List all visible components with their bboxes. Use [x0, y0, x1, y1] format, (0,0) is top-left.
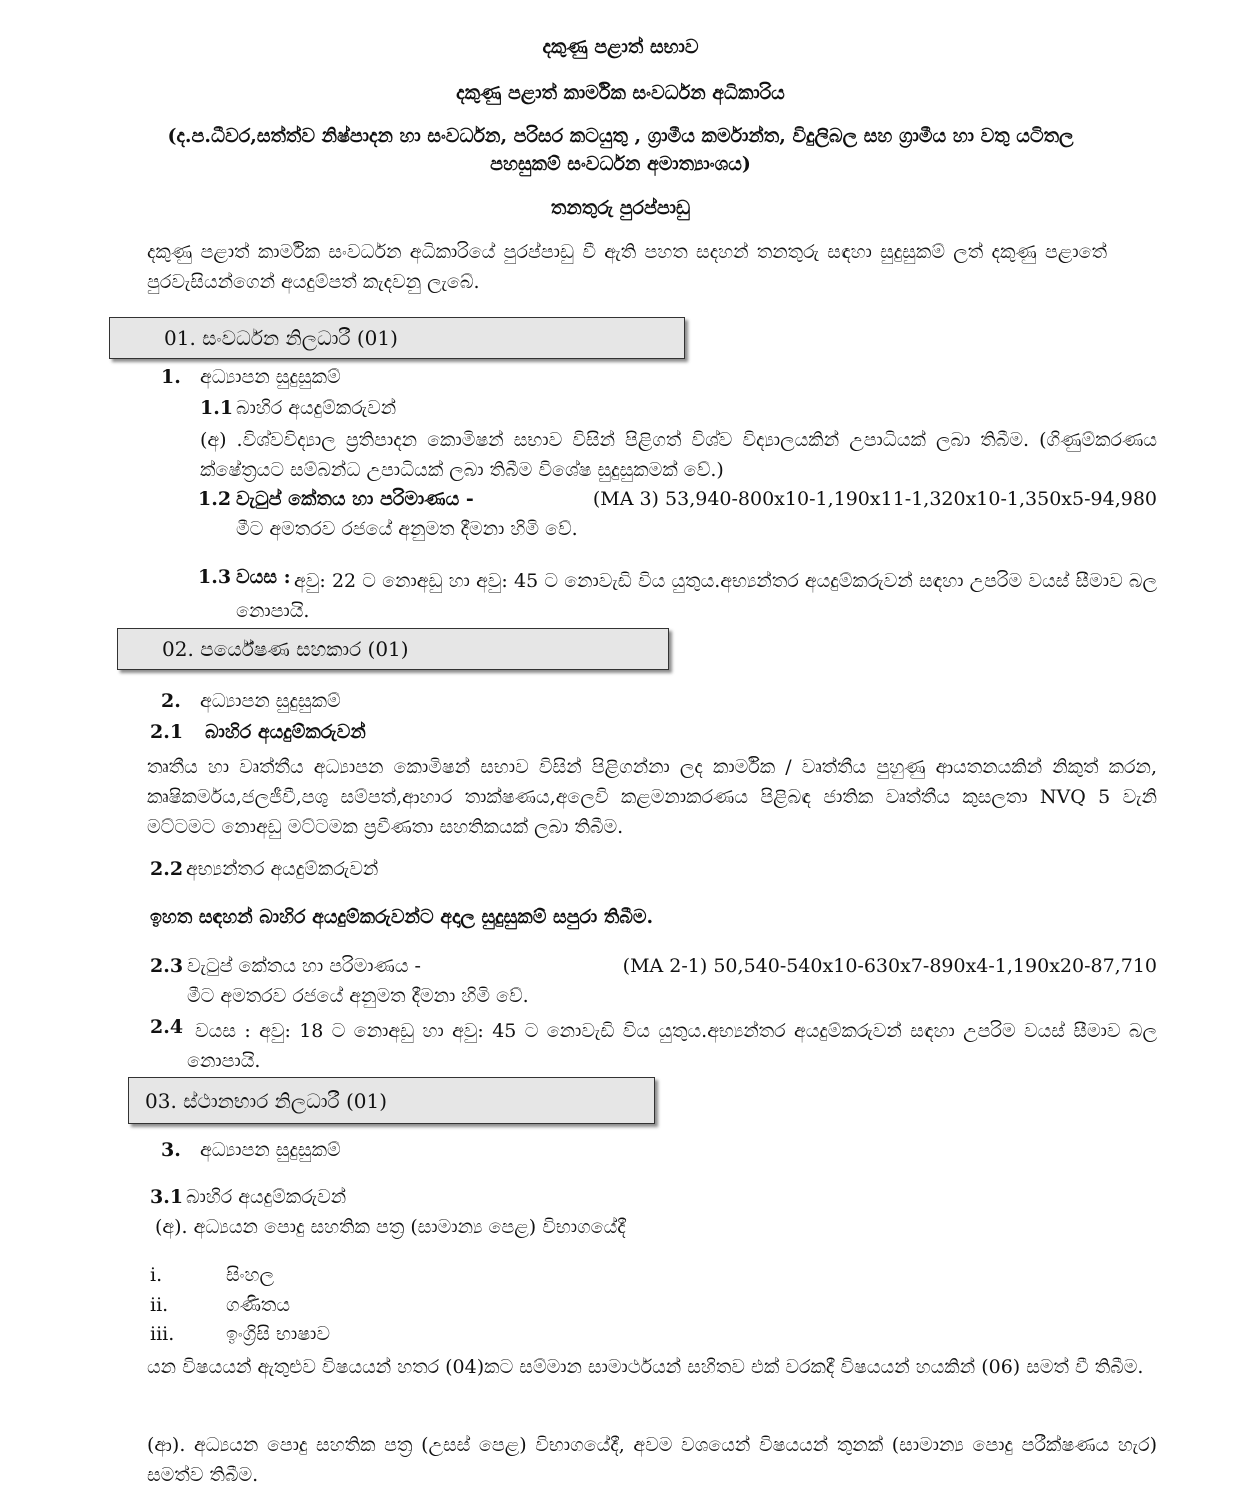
s1-2-label: වැටුප් කේතය හා පරිමාණය -: [236, 488, 474, 510]
s3-1-a-line: (අ). අධ්‍යයන පොදු සහතික පත්‍ර (සාමාන්‍ය පෙළ) විභාගයේදී: [155, 1216, 626, 1238]
s2-3-label: වැටුප් කේතය හා පරිමාණය -: [187, 955, 421, 977]
page-title: තනතුරු පුරප්පාඩු: [550, 197, 691, 219]
ministry-line-1: (ද.ප.ධීවර,සත්ත්ව නිෂ්පාදන හා සංවර්ධන, පරිසර කටයුතු , ග්‍රාමීය කර්මාන්ත, විදුලිබල සහ ග්‍රාමීය හා වතු යටිතල: [167, 125, 1074, 147]
s2-2-body: ඉහත සඳහන් බාහිර අයදුම්කරුවන්ට අදාල සුදුසුකම් සපුරා තිබීම.: [150, 906, 654, 928]
s2-4-text: වයස : අවු: 18 ට නොඅඩු හා අවු: 45 ට නොවැඩි විය යුතුය.අභ්‍යන්තර අයදුම්කරුවන් සඳහා උපරිම වයස් සීමාව බල නොපායි.: [187, 1020, 1157, 1072]
s2-heading-number: 2.: [161, 690, 181, 712]
subject-name: ගණිතය: [226, 1294, 291, 1316]
s1-2-number: 1.2: [198, 488, 232, 510]
subject-number: iii.: [150, 1323, 175, 1345]
ministry-line-2: පහසුකම් සංවර්ධන අමාත්‍යාංශය): [490, 153, 751, 175]
s1-2-salary-scale: (MA 3) 53,940-800x10-1,190x11-1,320x10-1,350x5-94,980: [592, 488, 1157, 510]
s3-1-aa-paragraph: (ආ). අධ්‍යයන පොදු සහතික පත්‍ර (උසස් පෙළ) විභාගයේදී, අවම වශයෙන් විෂයයන් තුනක් (සාමාන්‍ය පොදු පරීක්ෂණය හැර) සමත්ව තිබීම.: [147, 1434, 1157, 1486]
s2-2-number: 2.2: [150, 858, 184, 880]
s1-1-a-paragraph: (අ) .විශ්වවිද්‍යාල ප්‍රතිපාදන කොමිෂන් සභාව විසින් පිළිගත් විශ්ව විද්‍යාලයකින් උපාධියක් ලබා තිබීම. (ගිණුම්කරණය ක්ෂේත්‍රයට සම්බන්ධ උපාධියක් ලබා තිබීම විශේෂ සුදුසුකමක් වේ.): [200, 429, 1157, 481]
s1-3-label: වයස :: [236, 566, 291, 588]
section-1-title-box: 01. සංවර්ධන නිලධාරී (01): [109, 317, 685, 359]
subjects-body: යන විෂයයන් ඇතුළුව විෂයයන් හතර (04)කට සම්මාන සාමාර්ථයන් සහිතව එක් වරකදී විෂයයන් හයකින් (06) සමත් වී තිබීම.: [147, 1356, 1144, 1378]
s2-1-number: 2.1: [150, 721, 184, 743]
s3-1-text: බාහිර අයදුම්කරුවන්: [186, 1186, 347, 1208]
s3-1-number: 3.1: [150, 1186, 184, 1208]
s1-1-number: 1.1: [200, 397, 234, 419]
s1-heading-number: 1.: [161, 366, 181, 388]
s1-3-text: අවු: 22 ට නොඅඩු හා අවු: 45 ට නොවැඩි විය යුතුය.අභ්‍යන්තර අයදුම්කරුවන් සඳහා උපරිම වයස් සීමාව බල නොපායි.: [236, 570, 1157, 622]
s2-1-text: බාහිර අයදුම්කරුවන්: [205, 721, 366, 743]
s1-2-note: මීට අමතරව රජයේ අනුමත දීමනා හිමි වේ.: [236, 518, 578, 540]
authority-name: දකුණු පළාත් කාර්මික සංවර්ධන අධිකාරිය: [456, 82, 785, 104]
s2-2-text: අභ්‍යන්තර අයදුම්කරුවන්: [186, 858, 379, 880]
s2-3-number: 2.3: [150, 955, 184, 977]
s1-3-number: 1.3: [198, 566, 232, 588]
s1-heading-text: අධ්‍යාපන සුදුසුකම්: [200, 366, 341, 388]
subject-number: i.: [150, 1264, 163, 1286]
subject-name: සිංහල: [226, 1264, 274, 1286]
s2-4-number: 2.4: [150, 1016, 184, 1038]
intro-paragraph: දකුණු පළාත් කාර්මික සංවර්ධන අධිකාරියේ පුරප්පාඩු වී ඇති පහත සදහන් තනතුරු සඳහා සුදුසුකම් ලත් දකුණු පළාතේ පුරවැසියන්ගෙන් අයදුම්පත් කැදවනු ලැබේ.: [147, 241, 1107, 293]
subject-name: ඉංග්‍රිසි භාෂාව: [226, 1323, 330, 1345]
s3-heading-text: අධ්‍යාපන සුදුසුකම්: [200, 1139, 341, 1161]
s2-1-body: තෘතීය හා වෘත්තීය අධ්‍යාපන කොමිෂන් සභාව විසින් පිළිගන්නා ලද කාර්මික / වෘත්තීය පුහුණු ආයතනයකින් නිකුත් කරන, කෘෂිකර්මය,ජලජීවී,පශු සම්පත්,ආහාර තාක්ෂණය,අලෙවි කළමනාකරණය පිළිබඳ ජාතික වෘත්තීය කුසලතා NVQ 5 වැනි මට්ටමට නොඅඩු මට්ටමක ප්‍රවීණතා සහතිකයක් ලබා තිබීම.: [147, 756, 1157, 838]
s2-3-salary-scale: (MA 2-1) 50,540-540x10-630x7-890x4-1,190x20-87,710: [622, 955, 1157, 977]
subject-number: ii.: [150, 1294, 169, 1316]
section-3-title-box: 03. ස්ථානභාර නිලධාරී (01): [128, 1077, 655, 1124]
s2-3-note: මීට අමතරව රජයේ අනුමත දීමනා හිමි වේ.: [187, 985, 529, 1007]
s1-1-text: බාහිර අයදුම්කරුවන්: [236, 397, 397, 419]
section-2-title-box: 02. පර්යේෂණ සහකාර (01): [117, 628, 669, 670]
s3-heading-number: 3.: [161, 1139, 181, 1161]
s2-heading-text: අධ්‍යාපන සුදුසුකම්: [200, 690, 341, 712]
council-name: දකුණු පළාත් සභාව: [542, 36, 699, 58]
